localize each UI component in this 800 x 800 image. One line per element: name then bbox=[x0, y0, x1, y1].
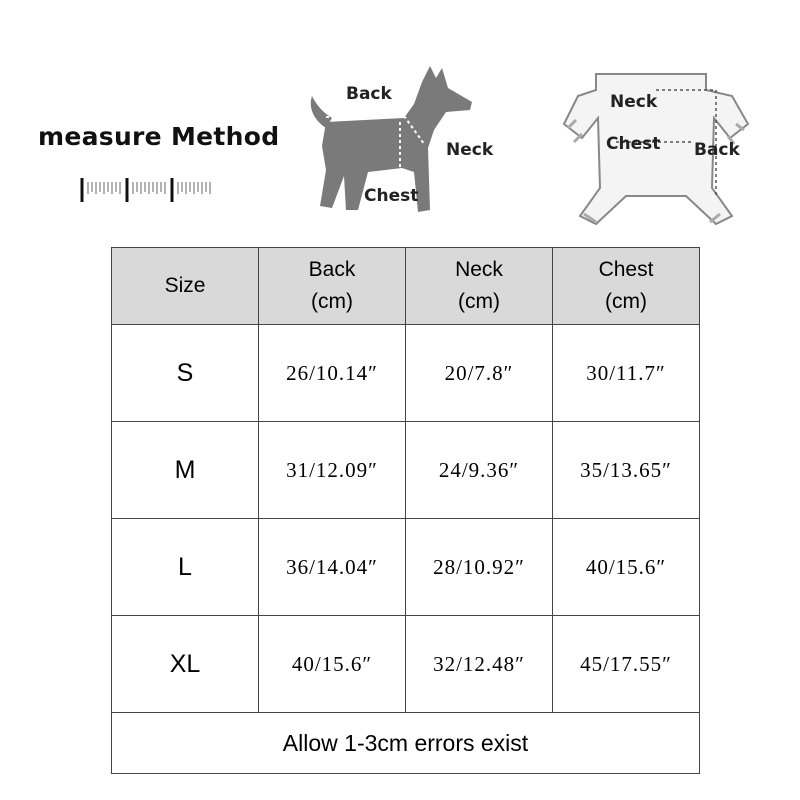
neck-column-header bbox=[406, 248, 553, 325]
dog-measure-figure bbox=[296, 60, 516, 230]
ruler-icon bbox=[80, 176, 214, 204]
dog-neck-label: Neck bbox=[446, 140, 494, 160]
neck-cell: 28/10.92″ bbox=[406, 519, 553, 616]
back-cell: 26/10.14″ bbox=[259, 325, 406, 422]
size-cell: S bbox=[112, 325, 259, 422]
table-note-row bbox=[112, 713, 700, 774]
dog-chest-label: Chest bbox=[364, 186, 419, 206]
garment-neck-label: Neck bbox=[610, 92, 658, 112]
chest-cell: 35/13.65″ bbox=[553, 422, 700, 519]
garment-chest-label: Chest bbox=[606, 134, 661, 154]
table-row bbox=[112, 616, 700, 713]
size-chart-table bbox=[111, 247, 700, 774]
chest-header-label: Chest bbox=[598, 258, 654, 281]
table-row bbox=[112, 422, 700, 519]
neck-header-label: Neck bbox=[455, 258, 503, 281]
neck-cell: 32/12.48″ bbox=[406, 616, 553, 713]
back-column-header bbox=[259, 248, 406, 325]
size-cell: XL bbox=[112, 616, 259, 713]
size-column-header bbox=[112, 248, 259, 325]
chest-cell: 30/11.7″ bbox=[553, 325, 700, 422]
dog-back-label: Back bbox=[346, 84, 392, 104]
chest-column-header bbox=[553, 248, 700, 325]
garment-measure-figure bbox=[556, 68, 756, 238]
garment-back-label: Back bbox=[694, 140, 740, 160]
neck-cell: 20/7.8″ bbox=[406, 325, 553, 422]
tolerance-note: Allow 1-3cm errors exist bbox=[112, 713, 700, 774]
measure-method-title: measure Method bbox=[38, 122, 280, 151]
table-header-row bbox=[112, 248, 700, 325]
chest-cell: 45/17.55″ bbox=[553, 616, 700, 713]
table-row bbox=[112, 325, 700, 422]
neck-header-unit: (cm) bbox=[458, 290, 500, 313]
size-cell: M bbox=[112, 422, 259, 519]
back-cell: 40/15.6″ bbox=[259, 616, 406, 713]
chest-cell: 40/15.6″ bbox=[553, 519, 700, 616]
size-cell: L bbox=[112, 519, 259, 616]
back-cell: 31/12.09″ bbox=[259, 422, 406, 519]
table-row bbox=[112, 519, 700, 616]
back-cell: 36/14.04″ bbox=[259, 519, 406, 616]
back-header-unit: (cm) bbox=[311, 290, 353, 313]
neck-cell: 24/9.36″ bbox=[406, 422, 553, 519]
back-header-label: Back bbox=[308, 258, 356, 281]
size-header-label: Size bbox=[164, 274, 206, 297]
chest-header-unit: (cm) bbox=[605, 290, 647, 313]
